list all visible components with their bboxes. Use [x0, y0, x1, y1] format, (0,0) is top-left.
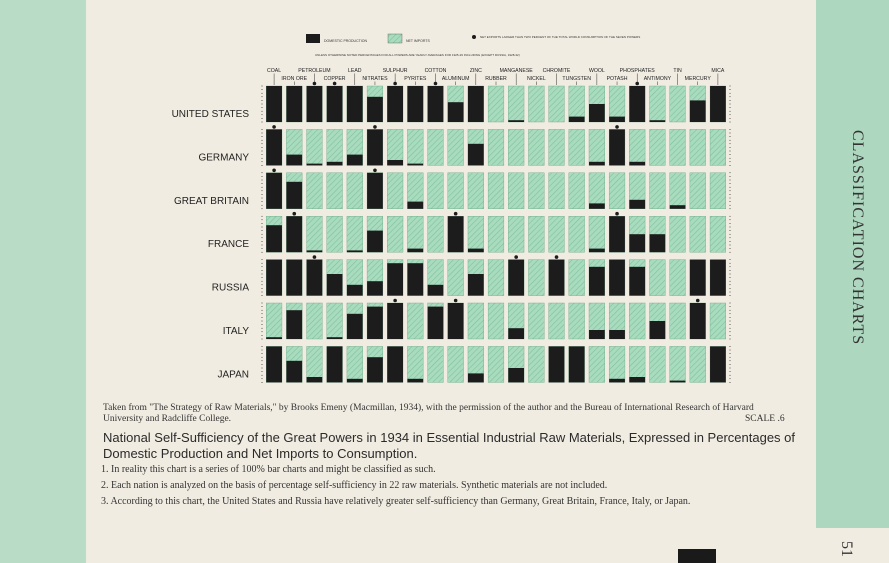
material-label: ANTIMONY [643, 76, 672, 82]
bar-domestic-production [589, 267, 605, 296]
bar-domestic-production [589, 330, 605, 339]
bar-domestic-production [327, 337, 343, 339]
bar-net-imports [690, 129, 706, 165]
bar-net-imports [609, 346, 625, 382]
bar-net-imports [528, 216, 544, 252]
bar-net-imports [508, 216, 524, 252]
bar-net-imports [488, 346, 504, 382]
bar-domestic-production [266, 173, 282, 209]
bar-net-imports [710, 216, 726, 252]
exporter-dot [313, 82, 317, 86]
bar-domestic-production [266, 337, 282, 339]
material-label: NICKEL [526, 76, 546, 82]
bar-net-imports [569, 303, 585, 339]
side-title: CLASSIFICATION CHARTS [849, 130, 866, 346]
bar-net-imports [508, 129, 524, 165]
country-label: GREAT BRITAIN [173, 195, 249, 207]
bar-domestic-production [428, 285, 444, 296]
bar-net-imports [327, 303, 343, 339]
bar-net-imports [307, 216, 323, 252]
bar-domestic-production [367, 357, 383, 382]
bar-domestic-production [347, 155, 363, 166]
exporter-dot [313, 255, 317, 259]
material-label: WOOL [588, 68, 605, 74]
bar-domestic-production [307, 86, 323, 122]
bar-net-imports [488, 86, 504, 122]
bar-domestic-production [569, 346, 585, 382]
exporter-dot [514, 255, 518, 259]
bar-domestic-production [347, 314, 363, 339]
bar-net-imports [488, 129, 504, 165]
country-label: RUSSIA [211, 282, 249, 294]
bar-domestic-production [327, 86, 343, 122]
chart-legend [306, 34, 640, 57]
bar-net-imports [629, 129, 645, 165]
bar-net-imports [650, 260, 666, 296]
bar-net-imports [528, 260, 544, 296]
bar-domestic-production [367, 173, 383, 209]
bar-net-imports [710, 173, 726, 209]
material-label: TIN [673, 68, 682, 74]
bar-domestic-production [367, 281, 383, 295]
scale-note: SCALE .6 [745, 414, 785, 424]
bar-domestic-production [629, 234, 645, 252]
material-label: MERCURY [684, 76, 711, 82]
bar-domestic-production [448, 216, 464, 252]
bar-domestic-production [286, 86, 302, 122]
bar-net-imports [650, 129, 666, 165]
bar-domestic-production [428, 86, 444, 122]
bar-domestic-production [710, 346, 726, 382]
bar-domestic-production [690, 260, 706, 296]
bar-domestic-production [387, 263, 403, 295]
bar-domestic-production [428, 307, 444, 339]
bar-net-imports [387, 216, 403, 252]
bar-domestic-production [589, 203, 605, 208]
exporter-dot [615, 125, 619, 129]
figure-notes [101, 462, 801, 510]
bar-net-imports [407, 216, 423, 252]
bar-net-imports [670, 346, 686, 382]
bar-net-imports [670, 173, 686, 209]
exporter-dot [615, 212, 619, 216]
bar-domestic-production [286, 216, 302, 252]
material-label: RUBBER [485, 76, 507, 82]
bar-net-imports [670, 260, 686, 296]
bar-domestic-production [367, 307, 383, 339]
exporter-dot [272, 169, 276, 173]
material-label: MANGANESE [499, 68, 533, 74]
bar-net-imports [528, 303, 544, 339]
page-number: 51 [838, 541, 855, 557]
legend-label-imports: NET IMPORTS [406, 39, 430, 43]
bar-domestic-production [468, 249, 484, 253]
bar-net-imports [690, 173, 706, 209]
material-label: CHROMITE [542, 68, 571, 74]
material-label: COTTON [424, 68, 447, 74]
bar-domestic-production [448, 102, 464, 122]
bar-domestic-production [468, 144, 484, 166]
exporter-dot [292, 212, 296, 216]
bar-domestic-production [407, 379, 423, 383]
bar-net-imports [407, 346, 423, 382]
bar-domestic-production [609, 129, 625, 165]
bar-net-imports [488, 260, 504, 296]
bar-net-imports [327, 173, 343, 209]
exporter-dot [272, 125, 276, 129]
bar-net-imports [327, 216, 343, 252]
bar-net-imports [690, 216, 706, 252]
bar-net-imports [307, 129, 323, 165]
bar-domestic-production [609, 117, 625, 122]
bar-domestic-production [650, 120, 666, 122]
bar-net-imports [569, 173, 585, 209]
bar-domestic-production [629, 267, 645, 296]
exporter-dot [373, 125, 377, 129]
bar-domestic-production [549, 260, 565, 296]
bar-net-imports [448, 260, 464, 296]
material-label: PETROLEUM [298, 68, 331, 74]
bar-domestic-production [710, 260, 726, 296]
bar-net-imports [670, 216, 686, 252]
bar-net-imports [327, 129, 343, 165]
bar-domestic-production [690, 100, 706, 122]
bar-net-imports [589, 216, 605, 252]
bar-domestic-production [508, 260, 524, 296]
bar-domestic-production [387, 160, 403, 165]
legend-label-dot: NET EXPORTS LARGER THAN TWO PERCENT OF THE TOTAL WORLD CONSUMPTION OF THE SEVEN POWERS [480, 35, 641, 39]
material-label: TUNGSTEN [562, 76, 591, 82]
country-label: UNITED STATES [171, 109, 249, 120]
bar-net-imports [650, 86, 666, 122]
source-credit: Taken from "The Strategy of Raw Materials," by Brooks Emeny (Macmillan, 1934), with the permission of the author and the Bureau of International Research of Harvard University and Radcliffe College. [103, 403, 754, 424]
bar-rows [261, 82, 731, 383]
bar-net-imports [448, 129, 464, 165]
material-label: POTASH [606, 76, 628, 82]
bar-domestic-production [347, 285, 363, 296]
bar-domestic-production [448, 303, 464, 339]
bar-net-imports [589, 346, 605, 382]
bar-domestic-production [266, 260, 282, 296]
bar-domestic-production [266, 225, 282, 252]
exporter-dot [635, 82, 639, 86]
bar-net-imports [307, 173, 323, 209]
material-label: NITRATES [362, 76, 388, 82]
bar-domestic-production [589, 104, 605, 122]
country-labels [172, 109, 250, 380]
bar-domestic-production [629, 162, 645, 166]
bar-domestic-production [286, 182, 302, 209]
exporter-dot [555, 255, 559, 259]
material-label: PYRITES [404, 76, 427, 82]
bar-domestic-production [266, 346, 282, 382]
legend-swatch-imports [388, 34, 402, 43]
bar-net-imports [468, 216, 484, 252]
bar-net-imports [428, 173, 444, 209]
bar-domestic-production [407, 202, 423, 209]
bar-net-imports [528, 173, 544, 209]
bar-domestic-production [609, 216, 625, 252]
bar-domestic-production [347, 379, 363, 383]
bar-net-imports [428, 346, 444, 382]
bar-net-imports [569, 216, 585, 252]
material-label: SULPHUR [382, 68, 408, 74]
figure-title: National Self-Sufficiency of the Great Powers in 1934 in Essential Industrial Raw Materials, Expressed in Percentages of Domestic Production and Net Imports to Consumption. [103, 430, 795, 461]
country-label: GERMANY [198, 152, 249, 164]
exporter-dot [454, 299, 458, 303]
bar-domestic-production [327, 346, 343, 382]
note-3: 3. According to this chart, the United States and Russia have relatively greater self-sufficiency than Germany, Great Britain, France, Italy, or Japan. [101, 496, 691, 507]
bar-net-imports [508, 86, 524, 122]
bar-domestic-production [629, 86, 645, 122]
bar-domestic-production [286, 310, 302, 339]
bar-net-imports [528, 129, 544, 165]
exporter-dot [333, 82, 337, 86]
exporter-dot [393, 82, 397, 86]
bar-net-imports [508, 173, 524, 209]
bar-domestic-production [690, 303, 706, 339]
bar-domestic-production [629, 377, 645, 382]
bar-net-imports [387, 173, 403, 209]
bar-net-imports [549, 86, 565, 122]
bar-domestic-production [387, 346, 403, 382]
bar-net-imports [488, 303, 504, 339]
bar-domestic-production [407, 86, 423, 122]
bar-domestic-production [609, 330, 625, 339]
bar-domestic-production [387, 303, 403, 339]
bar-net-imports [549, 303, 565, 339]
bar-domestic-production [508, 120, 524, 122]
bar-domestic-production [367, 97, 383, 122]
bar-domestic-production [609, 260, 625, 296]
bar-net-imports [347, 346, 363, 382]
bar-net-imports [468, 303, 484, 339]
bar-net-imports [670, 86, 686, 122]
bar-domestic-production [286, 155, 302, 166]
legend-note: UNLESS OTHERWISE NOTED PERCENTAGES FOR ALL POWERS ARE YEARLY AVERAGES FOR 1925-29 INCLUDING (EXCEPT RUSSIA, 1928-32) [315, 53, 520, 57]
bar-domestic-production [468, 274, 484, 296]
bar-domestic-production [650, 234, 666, 252]
bar-domestic-production [670, 381, 686, 383]
note-2: 2. Each nation is analyzed on the basis of percentage self-sufficiency in 22 raw materials. Synthetic materials are not included. [101, 480, 608, 491]
material-label: IRON ORE [281, 76, 308, 82]
bar-net-imports [448, 346, 464, 382]
bar-domestic-production [407, 249, 423, 253]
bar-net-imports [428, 216, 444, 252]
bar-net-imports [549, 129, 565, 165]
bar-net-imports [347, 216, 363, 252]
exporter-dot [454, 212, 458, 216]
bar-domestic-production [367, 129, 383, 165]
bar-domestic-production [589, 249, 605, 253]
bar-net-imports [407, 303, 423, 339]
material-label: PHOSPHATES [619, 68, 655, 74]
bar-domestic-production [468, 373, 484, 382]
bar-domestic-production [307, 250, 323, 252]
legend-label-domestic: DOMESTIC PRODUCTION [324, 39, 367, 43]
legend-dot-exporter [472, 35, 476, 39]
bar-domestic-production [407, 164, 423, 166]
bar-domestic-production [407, 263, 423, 295]
bar-domestic-production [650, 321, 666, 339]
bar-domestic-production [286, 361, 302, 383]
bar-net-imports [468, 173, 484, 209]
bar-net-imports [589, 129, 605, 165]
bar-net-imports [549, 173, 565, 209]
bar-net-imports [710, 303, 726, 339]
bar-domestic-production [670, 205, 686, 209]
bar-domestic-production [589, 162, 605, 166]
note-1: 1. In reality this chart is a series of 100% bar charts and might be classified as such. [101, 464, 436, 475]
bar-net-imports [549, 216, 565, 252]
bar-net-imports [710, 129, 726, 165]
bar-net-imports [448, 173, 464, 209]
exporter-dot [696, 299, 700, 303]
bar-net-imports [428, 129, 444, 165]
bar-domestic-production [307, 164, 323, 166]
bar-net-imports [609, 173, 625, 209]
bar-net-imports [528, 346, 544, 382]
bar-domestic-production [569, 117, 585, 122]
bar-net-imports [266, 303, 282, 339]
bar-domestic-production [307, 377, 323, 382]
material-label: MICA [711, 68, 725, 74]
bar-domestic-production [327, 274, 343, 296]
bar-domestic-production [327, 162, 343, 166]
bar-net-imports [629, 303, 645, 339]
bar-domestic-production [508, 328, 524, 339]
bar-domestic-production [629, 200, 645, 209]
bar-net-imports [569, 129, 585, 165]
bar-net-imports [488, 173, 504, 209]
bar-net-imports [670, 129, 686, 165]
bar-domestic-production [347, 250, 363, 252]
bar-domestic-production [286, 260, 302, 296]
bar-domestic-production [307, 260, 323, 296]
bar-net-imports [307, 303, 323, 339]
bar-net-imports [670, 303, 686, 339]
country-label: FRANCE [207, 239, 249, 251]
bar-net-imports [650, 346, 666, 382]
bar-domestic-production [549, 346, 565, 382]
exporter-dot [373, 169, 377, 173]
bar-domestic-production [468, 86, 484, 122]
material-label: COAL [267, 68, 282, 74]
bar-domestic-production [367, 231, 383, 253]
material-label: ALUMINUM [441, 76, 470, 82]
bar-net-imports [690, 346, 706, 382]
bar-net-imports [650, 173, 666, 209]
exporter-dot [434, 82, 438, 86]
material-label: LEAD [348, 68, 362, 74]
bar-domestic-production [266, 86, 282, 122]
country-label: JAPAN [217, 369, 249, 381]
bar-domestic-production [347, 86, 363, 122]
bar-domestic-production [266, 129, 282, 165]
bar-net-imports [347, 173, 363, 209]
bar-net-imports [569, 260, 585, 296]
bar-domestic-production [387, 86, 403, 122]
bar-domestic-production [609, 379, 625, 383]
bar-net-imports [407, 129, 423, 165]
material-label: COPPER [323, 76, 346, 82]
material-label: ZINC [469, 68, 482, 74]
country-label: ITALY [222, 326, 249, 337]
bar-domestic-production [710, 86, 726, 122]
exporter-dot [393, 299, 397, 303]
legend-swatch-domestic [306, 34, 320, 43]
bar-domestic-production [508, 368, 524, 382]
bar-net-imports [488, 216, 504, 252]
bar-net-imports [528, 86, 544, 122]
